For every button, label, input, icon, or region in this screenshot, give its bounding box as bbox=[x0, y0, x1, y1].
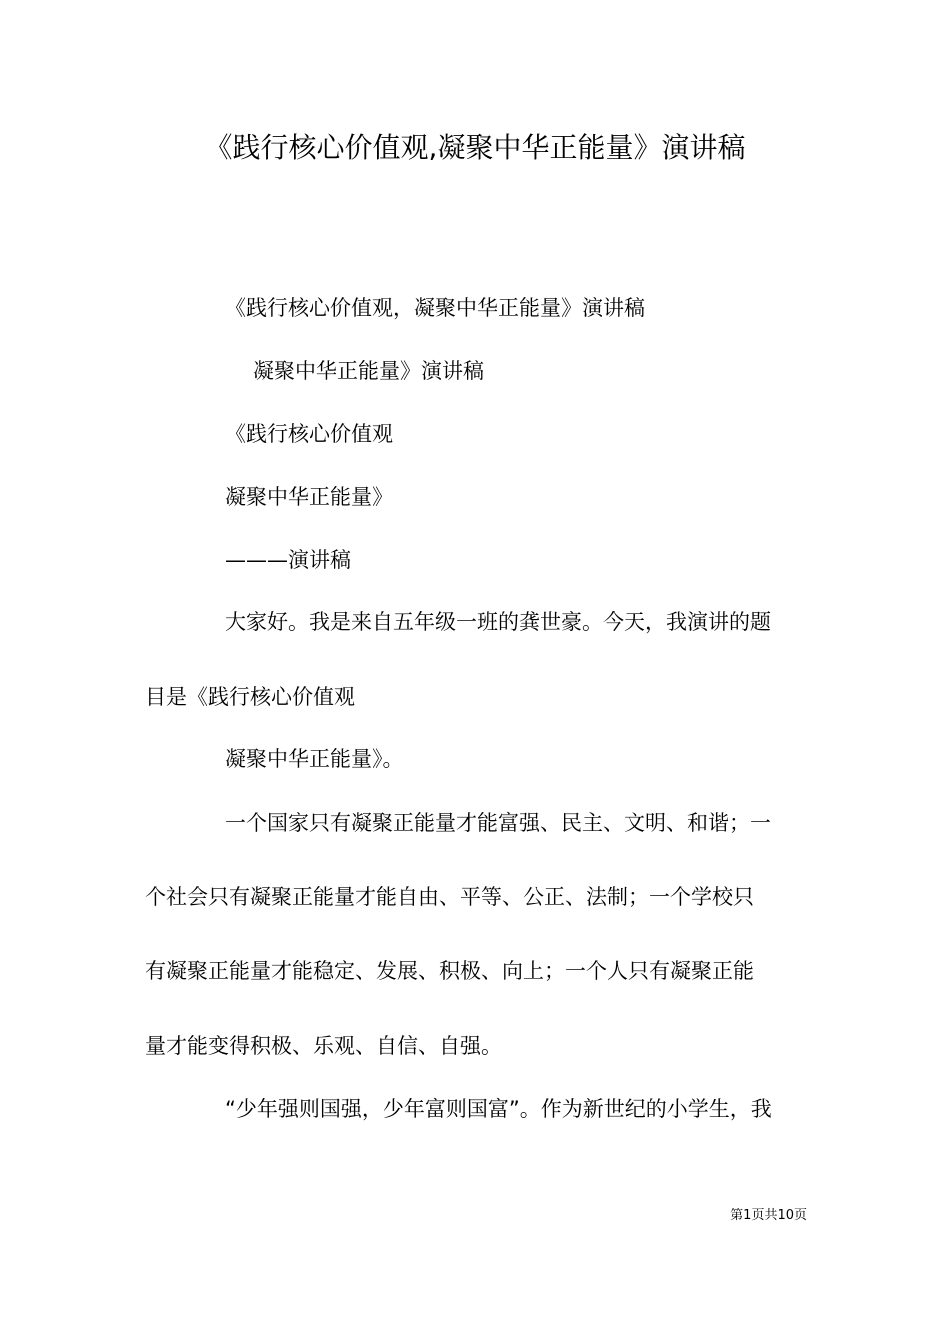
speech-label-line: ———演讲稿 bbox=[225, 548, 351, 572]
paragraph-line: 凝聚中华正能量》。 bbox=[225, 747, 404, 771]
title-part-two-line: 凝聚中华正能量》 bbox=[225, 485, 393, 509]
paragraph-line: 一个国家只有凝聚正能量才能富强、民主、文明、和谐；一 bbox=[225, 811, 771, 835]
paragraph-line: 目是《践行核心价值观 bbox=[145, 685, 355, 709]
page-number-footer: 第1页共10页 bbox=[730, 1208, 807, 1223]
paragraph-line: 有凝聚正能量才能稳定、发展、积极、向上；一个人只有凝聚正能 bbox=[145, 959, 754, 983]
paragraph-line: 量才能变得积极、乐观、自信、自强。 bbox=[145, 1034, 502, 1058]
paragraph-line: “少年强则国强，少年富则国富”。作为新世纪的小学生，我 bbox=[225, 1097, 772, 1121]
title-part-one-line: 《践行核心价值观 bbox=[225, 422, 393, 446]
subtitle-line: 《践行核心价值观，凝聚中华正能量》演讲稿 bbox=[225, 296, 645, 320]
paragraph-line: 个社会只有凝聚正能量才能自由、平等、公正、法制；一个学校只 bbox=[145, 885, 754, 909]
paragraph-line: 大家好。我是来自五年级一班的龚世豪。今天，我演讲的题 bbox=[225, 610, 771, 634]
subtitle-fragment-line: 凝聚中华正能量》演讲稿 bbox=[253, 359, 484, 383]
document-title: 《践行核心价值观,凝聚中华正能量》演讲稿 bbox=[204, 131, 746, 164]
